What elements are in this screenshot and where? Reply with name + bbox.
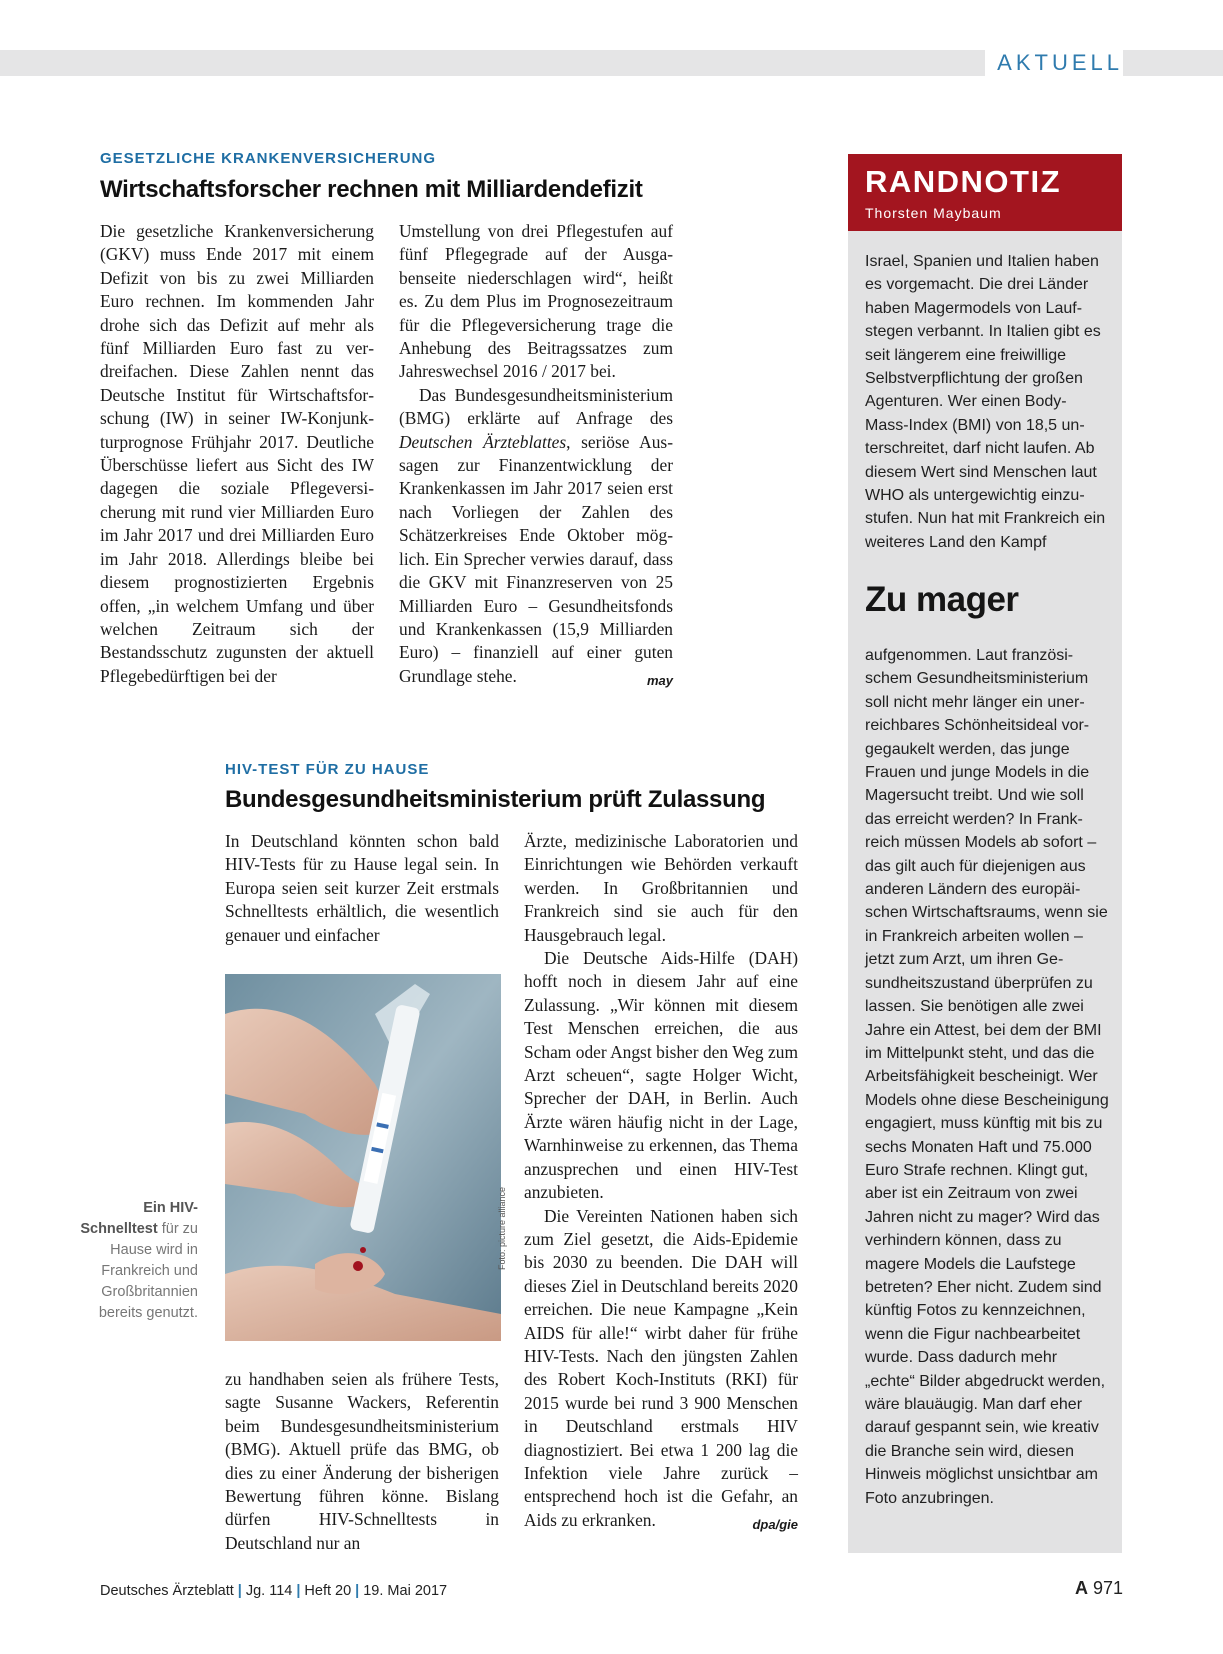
article1-headline: Wirtschaftsforscher rechnen mit Milliardendefizit [100, 176, 643, 203]
article2-column-2 [524, 830, 798, 1536]
article2-column-1-bottom [225, 1368, 499, 1555]
photo-caption [80, 1198, 198, 1324]
sidebar-header [848, 154, 1122, 231]
sidebar-headline: Zu mager [865, 580, 1019, 619]
article2-column-1-top [225, 830, 499, 947]
article1-column-2 [399, 220, 673, 692]
article2-paragraph: Ärzte, medizinische Laboratorien und Einrichtungen wie Behörden verkauft werden. In Großbritannien und Frankreich sind sie auch für den Hausgebrauch legal. [524, 831, 798, 945]
footer-journal: Deutsches Ärzteblatt [100, 1583, 234, 1599]
page-number-value: 971 [1092, 1578, 1123, 1598]
footer-volume: Jg. 114 [245, 1583, 293, 1599]
page-prefix: A [1074, 1578, 1088, 1598]
sidebar-text-body: aufgenommen. Laut französischem Gesundheitsministerium soll nicht mehr länger ein unerreichbares Schönheitsideal vorgegaukelt werden, das junge Frauen und junge Models in die Magersucht treibt. Und wie soll das erreicht werden? In Frankreich müssen Models ab sofort – das gilt auch für diejenigen aus anderen Ländern des europäischen Wirtschaftsraums, wenn sie in Frankreich arbeiten wollen – jetzt zum Arzt, um ihren Gesundheitszustand überprüfen zu lassen. Sie benötigen alle zwei Jahre ein Attest, bei dem der BMI im Mittelpunkt steht, und das die Arbeitsfähigkeit bescheinigt. Wer Models ohne diese Bescheinigung engagiert, muss künftig mit bis zu sechs Monaten Haft und 75.000 Euro Strafe rechnen. Klingt gut, aber ist ein Zeitraum von zwei Jahren nicht zu mager? Wird das verhindern können, dass zu magere Models die Laufstege betreten? Eher nicht. Zudem sind künftig Fotos zu kennzeichnen, wenn die Figur nachbearbeitet wurde. Dass dadurch mehr „echte“ Bilder abgedruckt werden, wäre blauäugig. Man darf eher darauf gespannt sein, wie kreativ die Branche sein wird, diesen Hinweis möglichst unsichtbar am Foto anzubringen. [865, 647, 1109, 1507]
article2-paragraph: Die Deutsche Aids-Hilfe (DAH) hofft noch in diesem Jahr auf eine Zulassung. „Wir können mit diesem Test Menschen erreichen, die aus Scham oder Angst bisher den Weg zum Arzt scheuen“, sagte Holger Wicht, Sprecher der DAH, in Berlin. Auch Ärzte wären häufig nicht in der Lage, Warnhinweise zu erkennen, das Thema anzusprechen und einen HIV-Test anzubieten. [524, 948, 798, 1203]
article2-kicker: HIV-TEST FÜR ZU HAUSE [225, 761, 430, 778]
footer-separator: | [296, 1583, 301, 1599]
article2-signature: dpa/gie [752, 1516, 798, 1532]
article2-paragraph: zu handhaben seien als frühere Tests, sagte Susanne Wackers, Referentin beim Bundesgesundheitsministerium (BMG). Aktuell prüfe das BMG, ob dies zu einer Änderung der bisherigen Bewertung führen könne. Bislang dürfen HIV-Schnelltests in Deutschland nur an [225, 1369, 499, 1553]
footer-separator: | [355, 1583, 360, 1599]
sidebar-author: Thorsten Maybaum [865, 205, 1002, 221]
sidebar-text-intro: Israel, Spanien und Italien haben es vorgemacht. Die drei Länder haben Magermodels von Laufstegen verbannt. In Italien gibt es seit längerem eine freiwillige Selbstverpflichtung der großen Agenturen. Wer einen Body-Mass-Index (BMI) von 18,5 unterschreitet, darf nicht laufen. Ab diesem Wert sind Menschen laut WHO als untergewichtig einzustufen. Nun hat mit Frankreich ein weiteres Land den Kampf [865, 253, 1106, 551]
photo-credit: Foto: picture alliance [497, 1186, 507, 1270]
hiv-test-photo [225, 974, 501, 1341]
footer-citation [100, 1583, 447, 1599]
article1-signature: may [646, 672, 673, 688]
caption-text: für zu Hause wird in Frankreich und Großbritannien bereits genutzt. [98, 1221, 198, 1321]
article1-paragraph: Die gesetzliche Krankenversicherung (GKV) muss Ende 2017 mit einem Defizit von bis zu zwei Milliarden Euro rechnen. Im kommenden Jahr drohe sich das Defizit auf mehr als fünf Milliarden Euro fast zu verdreifachen. Diese Zahlen nennt das Deutsche Institut für Wirtschaftsforschung (IW) in seiner IW-Konjunkturprognose Frühjahr 2017. Deutliche Überschüsse liefert aus Sicht des IW dagegen die soziale Pflegeversicherung mit rund vier Milliarden Euro im Jahr 2017 und drei Milliarden Euro im Jahr 2018. Allerdings bleibe bei diesem prognostizierten Ergebnis offen, „in welchem Umfang und über welchen Zeitraum sich der Bestandsschutz zugunsten der aktuell Pflegebedürftigen bei der [100, 221, 374, 686]
article2-headline: Bundesgesundheitsministerium prüft Zulassung [225, 786, 766, 813]
footer-date: 19. Mai 2017 [363, 1583, 448, 1599]
sidebar-title: RANDNOTIZ [865, 164, 1062, 199]
hiv-test-photo-illustration [225, 974, 501, 1341]
article1-paragraph: Das Bundesgesundheitsministerium (BMG) erklärte auf Anfrage des Deutschen Ärzteblattes, seriöse Aussagen zur Finanzentwicklung der Krankenkassen im Jahr 2017 seien erst nach Vorliegen der Zahlen des Schätzerkreises Ende Oktober möglich. Ein Sprecher verwies darauf, dass die GKV mit Finanzreserven von 25 Milliarden Euro – Gesundheitsfonds und Krankenkassen (15,9 Milliarden Euro) – finanziell auf einer guten Grundlage stehe. may [399, 384, 673, 688]
article2-paragraph: Die Vereinten Nationen haben sich zum Ziel gesetzt, die Aids-Epidemie bis 2030 zu beenden. Die DAH will dieses Ziel in Deutschland bereits 2020 erreichen. Die neue Kampagne „Kein AIDS für alle!“ wirbt daher für frühe HIV-Tests. Nach den jüngsten Zahlen des Robert Koch-Instituts (RKI) für 2015 wurde bei rund 3 900 Menschen in Deutschland erstmals HIV diagnostiziert. Bei etwa 1 200 lag die Infektion viele Jahre zurück – entsprechend hoch ist die Gefahr, an Aids zu erkranken. dpa/gie [524, 1205, 798, 1533]
page-number [1075, 1578, 1123, 1599]
footer-issue: Heft 20 [304, 1583, 352, 1599]
caption-bold: Ein HIV-Schnelltest [80, 1200, 198, 1237]
journal-name-italic: Deutschen Ärzteblattes [399, 431, 567, 452]
article1-kicker: GESETZLICHE KRANKENVERSICHERUNG [100, 150, 437, 167]
randnotiz-sidebar [848, 154, 1122, 1553]
section-label: AKTUELL [985, 50, 1123, 76]
footer-separator: | [237, 1583, 242, 1599]
article1-column-1 [100, 220, 374, 688]
article2-paragraph: In Deutschland könnten schon bald HIV-Tests für zu Hause legal sein. In Europa seien seit kurzer Zeit erstmals Schnelltests erhältlich, die wesentlich genauer und einfacher [225, 831, 499, 945]
article1-paragraph: Umstellung von drei Pflegestufen auf fünf Pflegegrade auf der Ausgabenseite niederschlagen wird“, heißt es. Zu dem Plus im Prognosezeitraum für die Pflegeversicherung trage die Anhebung des Beitragssatzes zum Jahreswechsel 2016 / 2017 bei. [399, 221, 673, 382]
